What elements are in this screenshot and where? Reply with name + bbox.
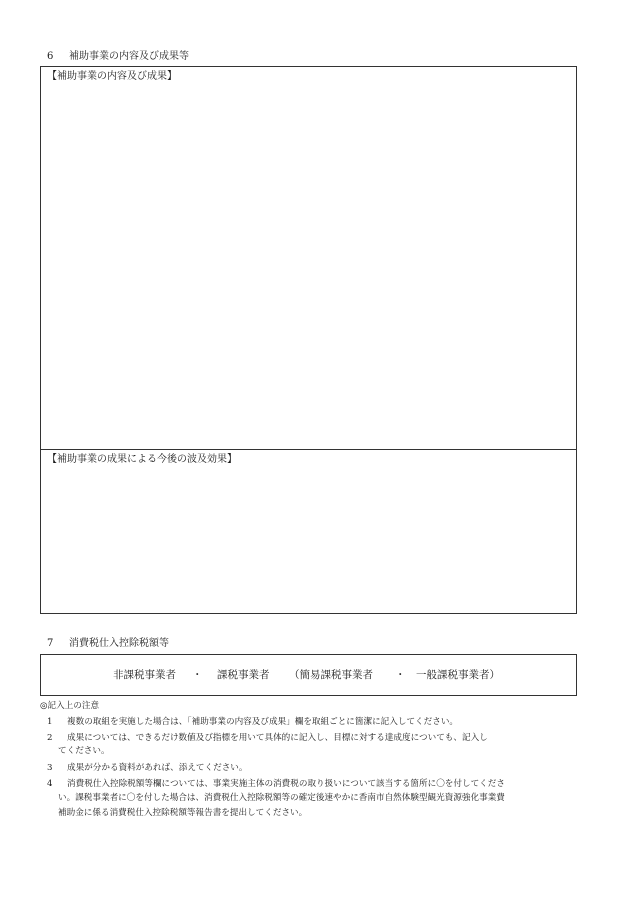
note-3-line-1: 3 成果が分かる資料があれば、添えてください。 — [47, 763, 248, 773]
note-1-line-1: 1 複数の取組を実施した場合は、「補助事業の内容及び成果」欄を取組ごとに箇潔に記入してください。 — [47, 717, 459, 727]
taxable-option[interactable]: 課税事業者 — [217, 669, 270, 681]
note-2-number: 2 — [47, 733, 53, 743]
section-6-title-text: 補助事業の内容及び成果等 — [69, 51, 189, 62]
tax-status-options — [41, 655, 576, 695]
notes-heading: ◎記入上の注意 — [40, 701, 100, 711]
content-results-field[interactable] — [42, 87, 575, 447]
note-1-number: 1 — [47, 717, 53, 727]
section-7-title-text: 消費税仕入控除税額等 — [69, 638, 169, 649]
tax-status-box — [40, 654, 577, 696]
simplified-taxable-option[interactable]: （簡易課税事業者 — [289, 669, 373, 681]
content-results-label: 【補助事業の内容及び成果】 — [47, 71, 177, 82]
note-3-number: 3 — [47, 763, 53, 773]
separator-dot-1: ・ — [192, 669, 203, 681]
non-taxable-option[interactable]: 非課税事業者 — [113, 669, 176, 681]
section-6-number: 6 — [47, 51, 54, 62]
content-results-box — [40, 66, 577, 614]
ripple-effects-label: 【補助事業の成果による今後の波及効果】 — [47, 454, 237, 465]
note-2-line-2: てください。 — [58, 746, 110, 756]
section-7-number: 7 — [47, 638, 54, 649]
note-4-line-3: 補助金に係る消費税仕入控除税額等報告書を提出してください。 — [58, 808, 308, 818]
separator-dot-2: ・ — [395, 669, 406, 681]
section-6-title — [47, 51, 189, 63]
note-4-line-2: い。課税事業者に〇を付した場合は、消費税仕入控除税額等の確定後速やかに香南市自然体験型観光資源強化事業費 — [58, 793, 505, 803]
ripple-effects-field[interactable] — [42, 470, 575, 612]
general-taxable-option[interactable]: 一般課税事業者） — [416, 669, 500, 681]
section-7-title — [47, 638, 169, 650]
note-4-number: 4 — [47, 779, 53, 789]
note-2-line-1: 2 成果については、できるだけ数値及び指標を用いて具体的に記入し、目標に対する達成度についても、記入し — [47, 733, 488, 743]
box-divider — [41, 449, 576, 450]
note-4-line-1: 4 消費税仕入控除税額等欄については、事業実施主体の消費税の取り扱いについて該当する箇所に〇を付してくださ — [47, 779, 505, 789]
